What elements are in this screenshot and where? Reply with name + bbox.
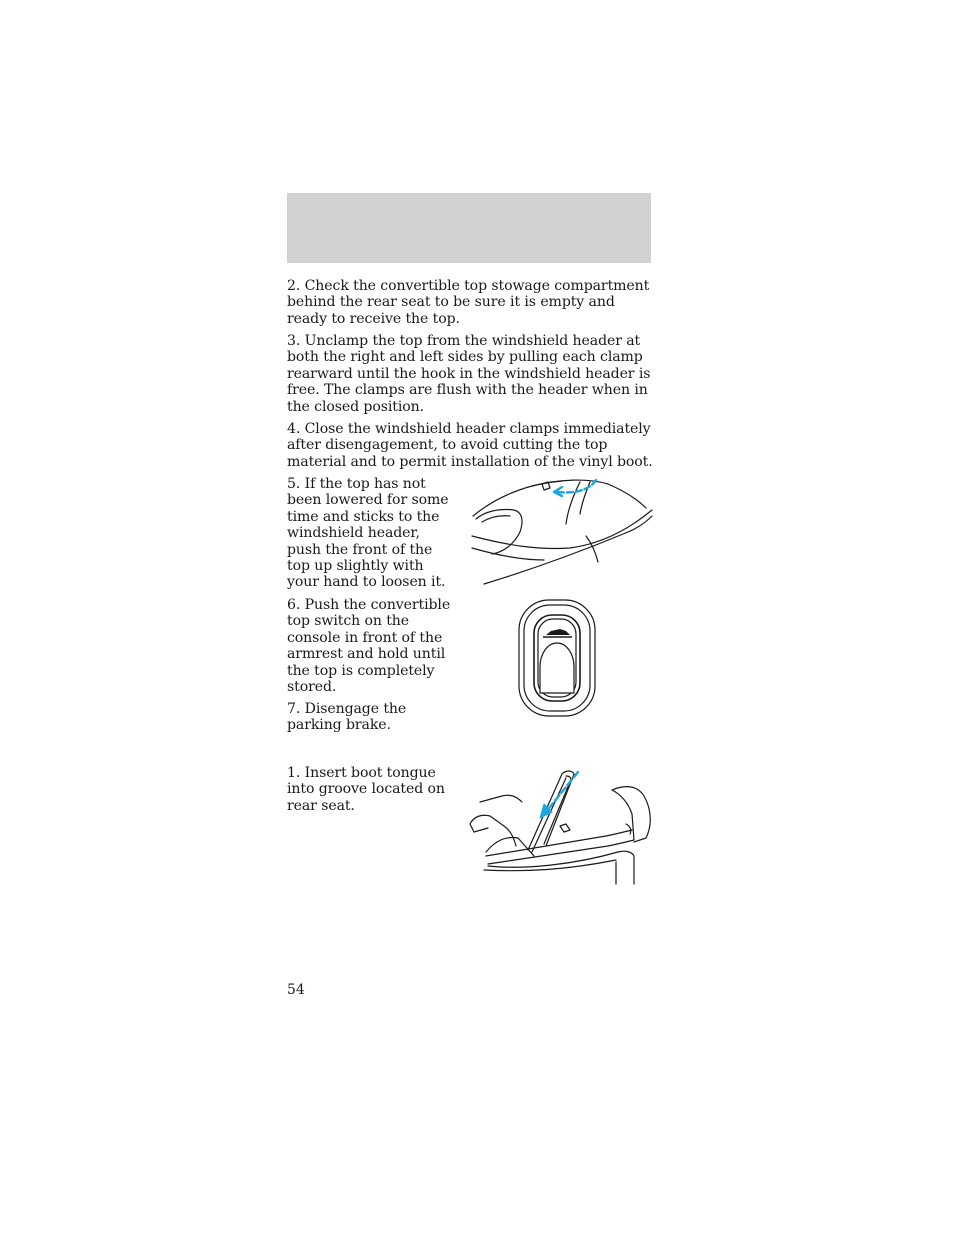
step-4-text: 4. Close the windshield header clamps immediately after disengagement, to avoid cutting the top material and to permit installation of the vinyl boot. xyxy=(287,421,653,470)
page-number: 54 xyxy=(287,982,305,998)
step-2-text: 2. Check the convertible top stowage compartment behind the rear seat to be sure it is empty and ready to receive the top. xyxy=(287,278,650,327)
convertible-top-switch-icon xyxy=(516,597,598,719)
step-3-text: 3. Unclamp the top from the windshield header at both the right and left sides by pulling each clamp rearward until the hook in the windshield header is free. The clamps are flush with the header when in the closed position. xyxy=(287,333,651,415)
section-header-band xyxy=(287,193,651,263)
boot-tongue-insertion-illustration xyxy=(466,766,652,890)
windshield-header-illustration xyxy=(470,474,654,586)
boot-step-1-text: 1. Insert boot tongue into groove located on rear seat. xyxy=(287,765,445,814)
step-5-text: 5. If the top has not been lowered for some time and sticks to the windshield header, push the front of the top up slightly with your hand to loosen it. xyxy=(287,476,449,591)
step-6-text: 6. Push the convertible top switch on the console in front of the armrest and hold until the top is completely stored. xyxy=(287,597,451,696)
step-7-text: 7. Disengage the parking brake. xyxy=(287,701,407,734)
